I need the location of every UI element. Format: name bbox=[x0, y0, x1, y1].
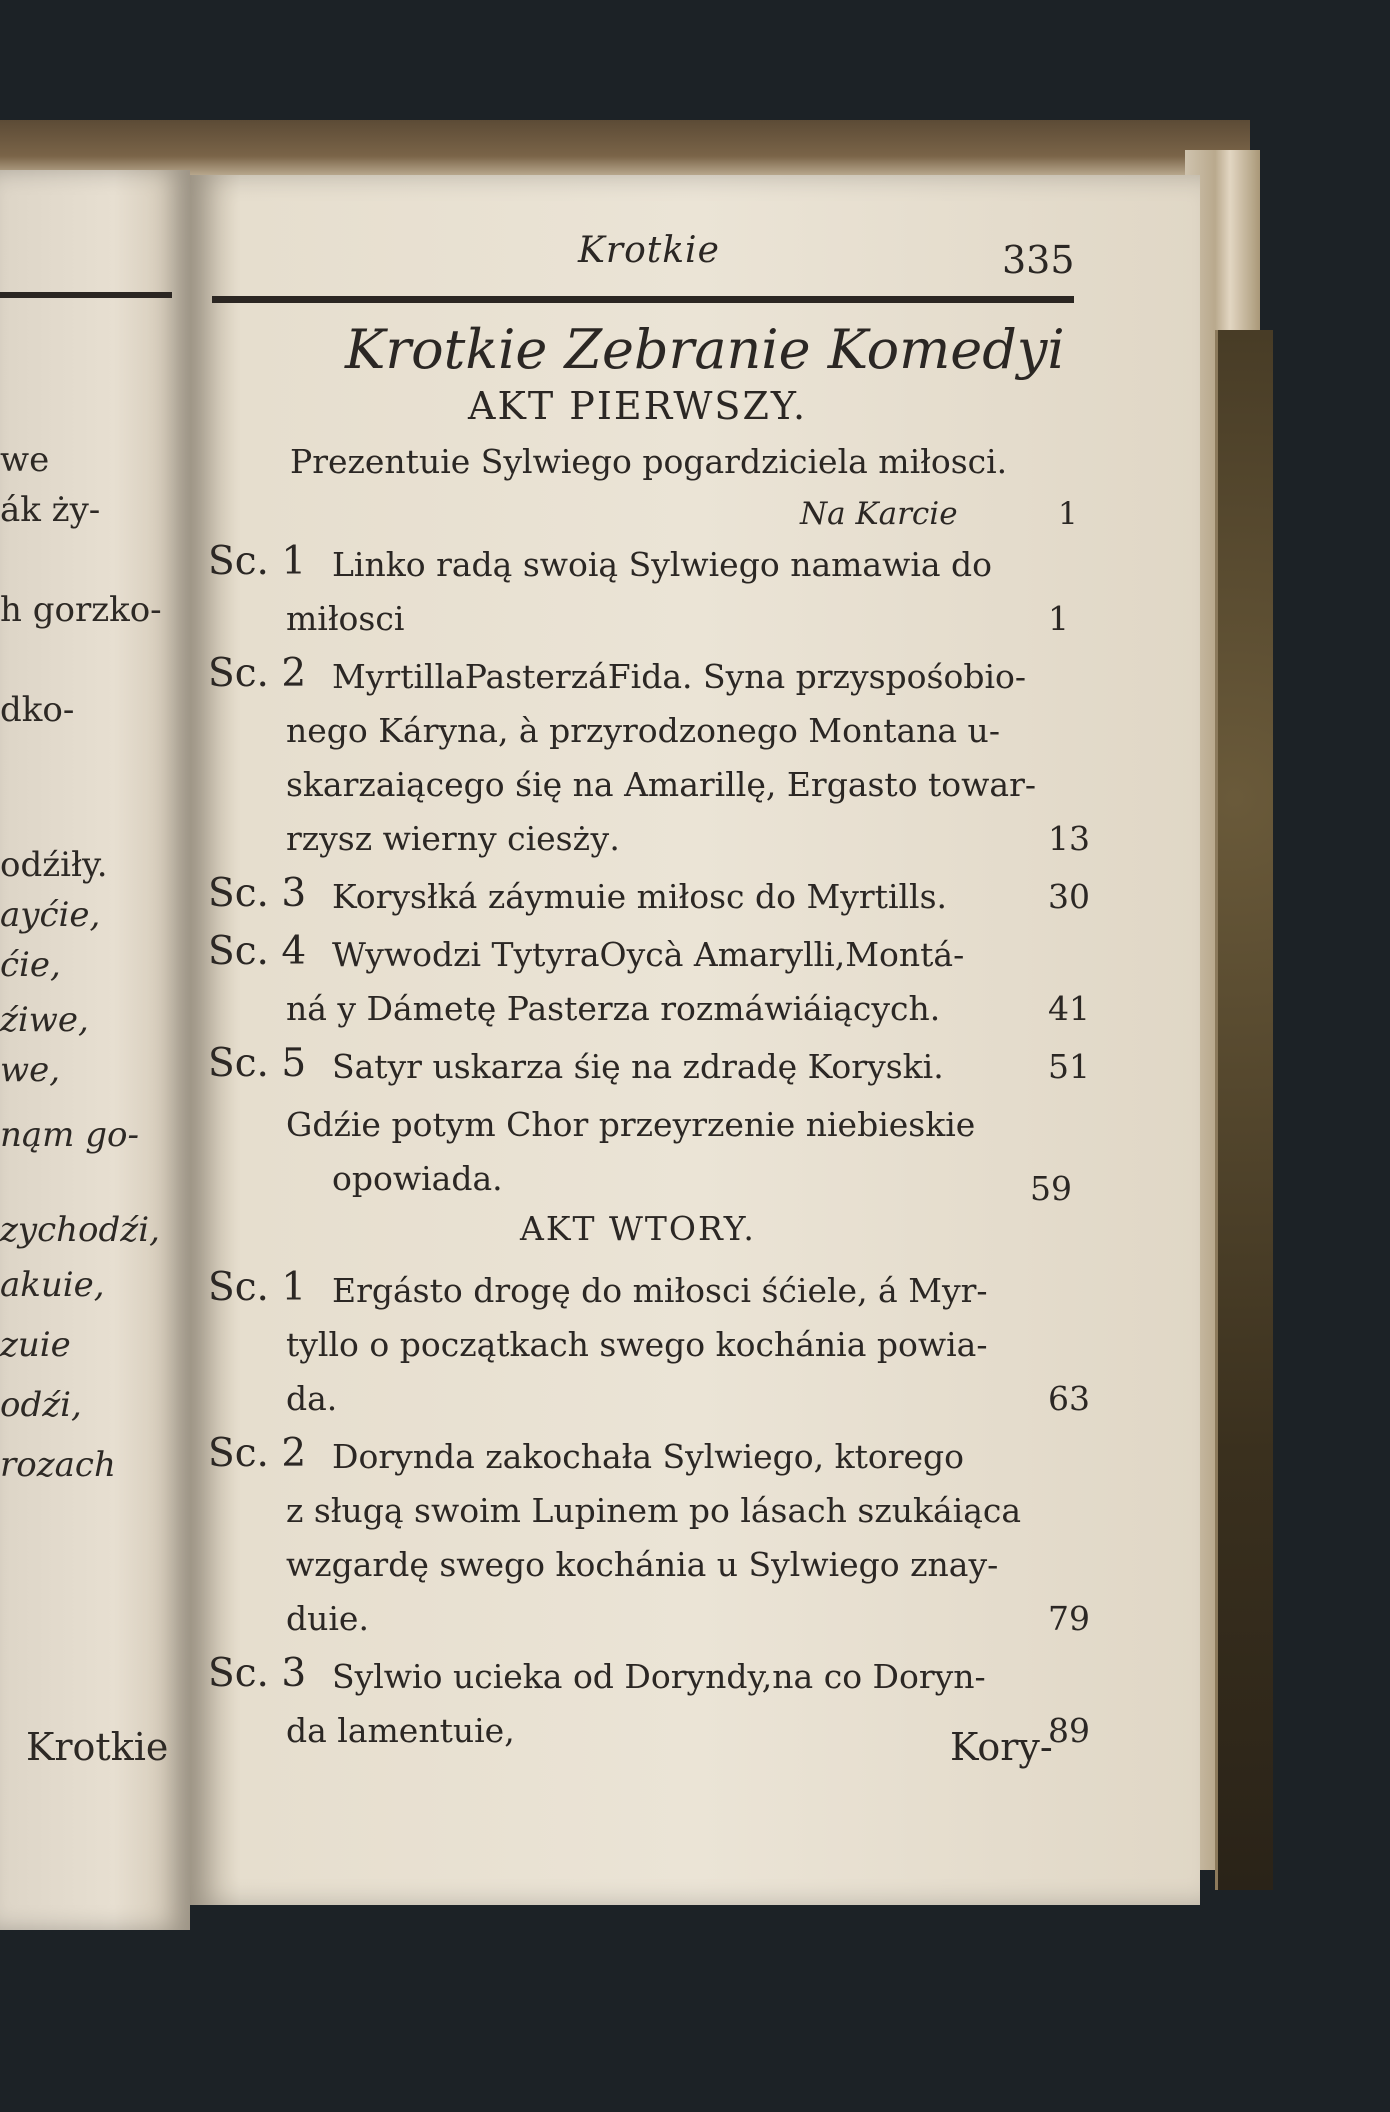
scene-text-line: Wywodzi TytyraOycà Amarylli,Montá- bbox=[332, 935, 965, 974]
act-heading-2: AKT WTORY. bbox=[520, 1209, 756, 1248]
scene-page-number: 1 bbox=[1048, 599, 1069, 638]
scene-text-line: skarzaiącego śię na Amarillę, Ergasto towar- bbox=[286, 765, 1037, 804]
na-karcie-label: Na Karcie bbox=[800, 496, 958, 532]
scene-text-line: Sylwio ucieka od Doryndy,na co Doryn- bbox=[332, 1657, 986, 1696]
scene-text-line: nego Káryna, à przyrodzonego Montana u- bbox=[286, 711, 1000, 750]
left-text-line: źiwe, bbox=[0, 1000, 89, 1040]
scene-page-number: 51 bbox=[1048, 1047, 1090, 1086]
scene-label: Sc. 1 bbox=[208, 539, 307, 584]
scene-text-line: da lamentuie, bbox=[286, 1711, 515, 1750]
scene-label: Sc. 2 bbox=[208, 651, 307, 696]
right-page bbox=[190, 175, 1200, 1905]
left-text-line: zychodźi, bbox=[0, 1210, 160, 1250]
left-text-line: dko- bbox=[0, 690, 75, 730]
page-title: Krotkie Zebranie Komedyi bbox=[345, 318, 1065, 381]
scene-page-number: 79 bbox=[1048, 1599, 1090, 1638]
left-text-line: rozach bbox=[0, 1445, 116, 1485]
scene-text-line: duie. bbox=[286, 1599, 369, 1638]
head-rule bbox=[212, 296, 1074, 303]
running-head: Krotkie bbox=[578, 230, 720, 271]
scene-text-line: tyllo o początkach swego kochánia powia- bbox=[286, 1325, 988, 1364]
chor-text-line: Gdźie potym Chor przeyrzenie niebieskie bbox=[286, 1105, 976, 1144]
left-text-line: akuie, bbox=[0, 1265, 105, 1305]
scene-page-number: 89 bbox=[1048, 1711, 1090, 1750]
left-text-line: we, bbox=[0, 1050, 61, 1090]
left-text-line: h gorzko- bbox=[0, 590, 162, 630]
scene-label: Sc. 4 bbox=[208, 929, 307, 974]
act-heading-1: AKT PIERWSZY. bbox=[468, 384, 808, 428]
scene-page-number: 13 bbox=[1048, 819, 1090, 858]
left-text-line: nąm go- bbox=[0, 1115, 139, 1155]
left-text-line: ayćie, bbox=[0, 895, 101, 935]
scene-page-number: 41 bbox=[1048, 989, 1090, 1028]
scene-label: Sc. 5 bbox=[208, 1041, 307, 1086]
scene-text-line: MyrtillaPasterzáFida. Syna przyspośobio- bbox=[332, 657, 1027, 696]
left-catchword: Krotkie bbox=[26, 1725, 169, 1769]
left-text-line: odźi, bbox=[0, 1385, 82, 1425]
chor-text-line: opowiada. bbox=[332, 1159, 503, 1198]
scene-label: Sc. 3 bbox=[208, 1651, 307, 1696]
act-summary: Prezentuie Sylwiego pogardziciela miłosci. bbox=[290, 442, 1008, 481]
scene-label: Sc. 3 bbox=[208, 871, 307, 916]
book-cover-right bbox=[1215, 330, 1273, 1890]
na-karcie-number: 1 bbox=[1058, 496, 1078, 532]
scene-text-line: z sługą swoim Lupinem po lásach szukáiąca bbox=[286, 1491, 1022, 1530]
scene-text-line: Korysłká záymuie miłosc do Myrtills. bbox=[332, 877, 948, 916]
scene-text-line: Linko radą swoią Sylwiego namawia do bbox=[332, 545, 993, 584]
left-page-rule bbox=[0, 292, 172, 298]
scene-page-number: 63 bbox=[1048, 1379, 1090, 1418]
left-text-line: odźiły. bbox=[0, 845, 108, 885]
scene-page-number: 30 bbox=[1048, 877, 1090, 916]
left-text-line: ák ży- bbox=[0, 490, 101, 530]
scene-text-line: Satyr uskarza śię na zdradę Koryski. bbox=[332, 1047, 944, 1086]
scene-text-line: wzgardę swego kochánia u Sylwiego znay- bbox=[286, 1545, 999, 1584]
scene-text-line: Dorynda zakochała Sylwiego, ktorego bbox=[332, 1437, 965, 1476]
scene-text-line: Ergásto drogę do miłosci śćiele, á Myr- bbox=[332, 1271, 988, 1310]
right-catchword: Kory- bbox=[950, 1725, 1053, 1769]
scene-label: Sc. 2 bbox=[208, 1431, 307, 1476]
scene-text-line: miłosci bbox=[286, 599, 405, 638]
scene-text-line: rzysz wierny ciesżу. bbox=[286, 819, 620, 858]
scene-label: Sc. 1 bbox=[208, 1265, 307, 1310]
left-text-line: we bbox=[0, 440, 50, 480]
scene-text-line: da. bbox=[286, 1379, 338, 1418]
left-text-line: ćie, bbox=[0, 945, 61, 985]
scene-text-line: ná y Dámetę Pasterza rozmáwiáiących. bbox=[286, 989, 941, 1028]
left-text-line: zuie bbox=[0, 1325, 71, 1365]
page-number: 335 bbox=[1002, 238, 1075, 282]
chor-page-number: 59 bbox=[1030, 1169, 1072, 1208]
